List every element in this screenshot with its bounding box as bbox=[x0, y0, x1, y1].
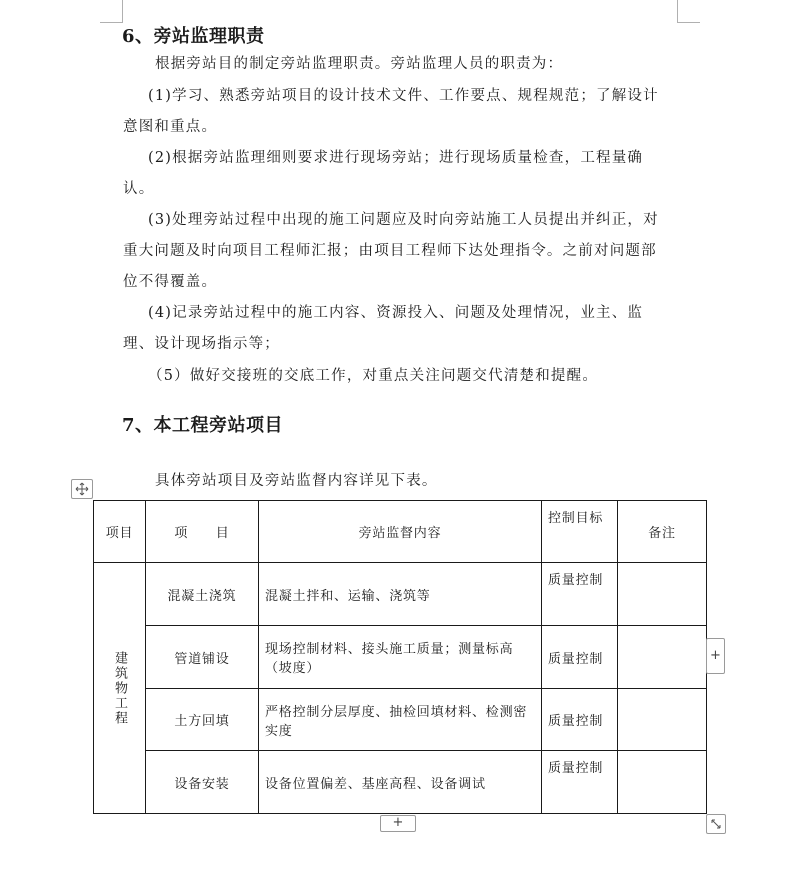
item-cell[interactable]: 设备安装 bbox=[146, 751, 259, 814]
item-cell[interactable]: 混凝土浇筑 bbox=[146, 563, 259, 626]
paragraph-line: 理、设计现场指示等； bbox=[123, 336, 280, 352]
header-cell[interactable]: 备注 bbox=[618, 501, 707, 563]
paragraph-line: (4)记录旁站过程中的施工内容、资源投入、问题及处理情况，业主、监 bbox=[148, 305, 644, 321]
target-cell[interactable]: 质量控制 bbox=[542, 689, 618, 751]
content-cell[interactable]: 现场控制材料、接头施工质量；测量标高（坡度） bbox=[259, 626, 542, 689]
group-label: 建筑物工程 bbox=[112, 650, 127, 726]
table-move-handle[interactable] bbox=[71, 479, 93, 499]
paragraph-line: 意图和重点。 bbox=[123, 119, 218, 135]
header-cell[interactable]: 项目 bbox=[94, 501, 146, 563]
target-cell[interactable]: 质量控制 bbox=[542, 751, 618, 814]
table-row bbox=[94, 689, 707, 751]
note-cell[interactable] bbox=[618, 751, 707, 814]
add-column-button[interactable]: + bbox=[706, 638, 725, 674]
section-6-heading: 6、旁站监理职责 bbox=[122, 26, 265, 47]
table-resize-handle[interactable] bbox=[706, 814, 726, 834]
supervision-table bbox=[93, 500, 707, 814]
content-cell[interactable]: 严格控制分层厚度、抽检回填材料、检测密实度 bbox=[259, 689, 542, 751]
paragraph-line: (1)学习、熟悉旁站项目的设计技术文件、工作要点、规程规范；了解设计 bbox=[148, 88, 659, 104]
item-cell[interactable]: 土方回填 bbox=[146, 689, 259, 751]
item-cell[interactable]: 管道铺设 bbox=[146, 626, 259, 689]
paragraph-line: 根据旁站目的制定旁站监理职责。旁站监理人员的职责为： bbox=[155, 56, 564, 72]
note-cell[interactable] bbox=[618, 626, 707, 689]
note-cell[interactable] bbox=[618, 689, 707, 751]
target-cell[interactable]: 质量控制 bbox=[542, 563, 618, 626]
resize-icon bbox=[710, 818, 722, 830]
table-intro: 具体旁站项目及旁站监督内容详见下表。 bbox=[155, 473, 438, 489]
group-cell[interactable] bbox=[94, 563, 146, 814]
note-cell[interactable] bbox=[618, 563, 707, 626]
target-cell[interactable]: 质量控制 bbox=[542, 626, 618, 689]
header-cell[interactable]: 项 目 bbox=[146, 501, 259, 563]
add-row-button[interactable]: + bbox=[380, 815, 416, 832]
header-cell[interactable]: 控制目标 bbox=[542, 501, 618, 563]
move-icon bbox=[75, 482, 89, 496]
paragraph-line: 重大问题及时向项目工程师汇报；由项目工程师下达处理指令。之前对问题部 bbox=[123, 243, 657, 259]
paragraph-line: (2)根据旁站监理细则要求进行现场旁站；进行现场质量检查，工程量确 bbox=[148, 150, 644, 166]
content-cell[interactable]: 设备位置偏差、基座高程、设备调试 bbox=[259, 751, 542, 814]
header-cell[interactable]: 旁站监督内容 bbox=[259, 501, 542, 563]
paragraph-line: 认。 bbox=[123, 181, 155, 197]
page-corner-mark-right bbox=[677, 0, 700, 23]
table-header-row bbox=[94, 501, 707, 563]
paragraph-line: （5）做好交接班的交底工作，对重点关注问题交代清楚和提醒。 bbox=[148, 368, 599, 384]
table-row bbox=[94, 751, 707, 814]
section-7-heading: 7、本工程旁站项目 bbox=[122, 415, 284, 436]
paragraph-line: (3)处理旁站过程中出现的施工问题应及时向旁站施工人员提出并纠正，对 bbox=[148, 212, 659, 228]
paragraph-line: 位不得覆盖。 bbox=[123, 274, 218, 290]
table-row bbox=[94, 626, 707, 689]
table-row bbox=[94, 563, 707, 626]
content-cell[interactable]: 混凝土拌和、运输、浇筑等 bbox=[259, 563, 542, 626]
page-corner-mark-left bbox=[100, 0, 123, 23]
